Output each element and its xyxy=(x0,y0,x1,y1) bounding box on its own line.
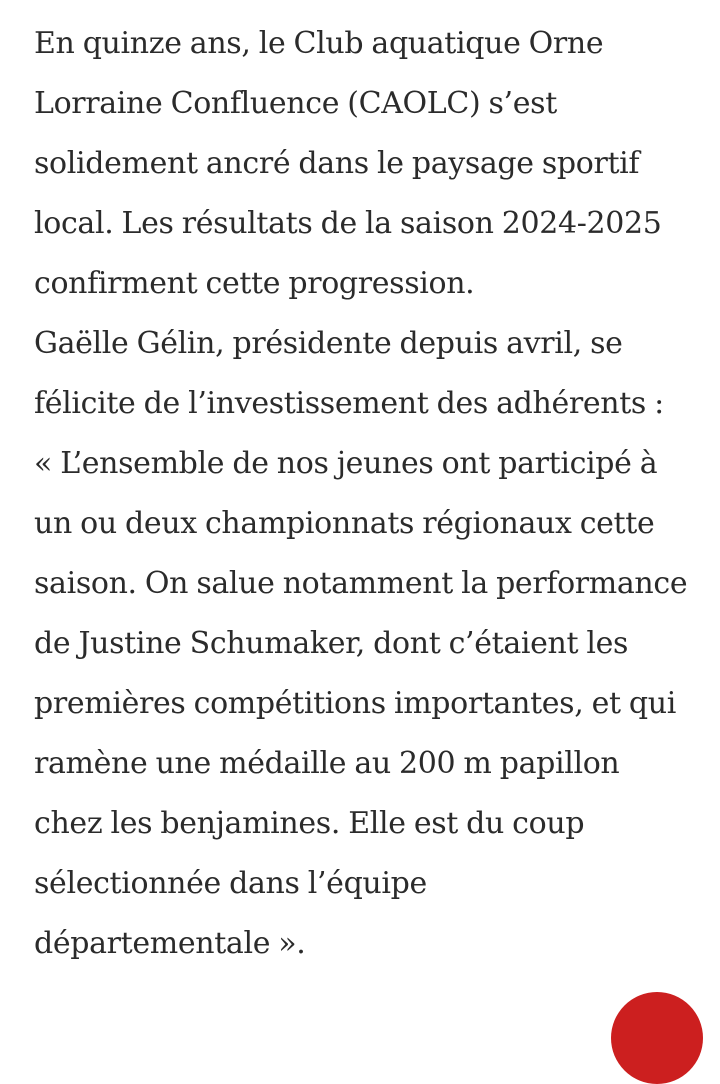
paragraph-line: de Justine Schumaker, dont c’étaient les xyxy=(34,626,629,661)
paragraph-line: ramène une médaille au 200 m papillon xyxy=(34,746,620,781)
article-paragraph-1 xyxy=(34,14,710,314)
paragraph-line: confirment cette progression. xyxy=(34,266,475,301)
article-body xyxy=(34,14,710,974)
floating-action-button[interactable] xyxy=(611,992,703,1084)
paragraph-line: En quinze ans, le Club aquatique Orne xyxy=(34,26,604,61)
paragraph-line: premières compétitions importantes, et qui xyxy=(34,686,676,721)
paragraph-line: un ou deux championnats régionaux cette xyxy=(34,506,655,541)
paragraph-line: sélectionnée dans l’équipe xyxy=(34,866,427,901)
paragraph-line: départementale ». xyxy=(34,926,306,961)
paragraph-line: local. Les résultats de la saison 2024-2025 xyxy=(34,206,662,241)
paragraph-line: « L’ensemble de nos jeunes ont participé à xyxy=(34,446,658,481)
paragraph-line: chez les benjamines. Elle est du coup xyxy=(34,806,585,841)
paragraph-line: saison. On salue notamment la performance xyxy=(34,566,688,601)
paragraph-line: Gaëlle Gélin, présidente depuis avril, se xyxy=(34,326,623,361)
paragraph-line: félicite de l’investissement des adhérents : xyxy=(34,386,664,421)
paragraph-line: Lorraine Confluence (CAOLC) s’est xyxy=(34,86,557,121)
paragraph-line: solidement ancré dans le paysage sportif xyxy=(34,146,640,181)
article-paragraph-2 xyxy=(34,314,710,974)
